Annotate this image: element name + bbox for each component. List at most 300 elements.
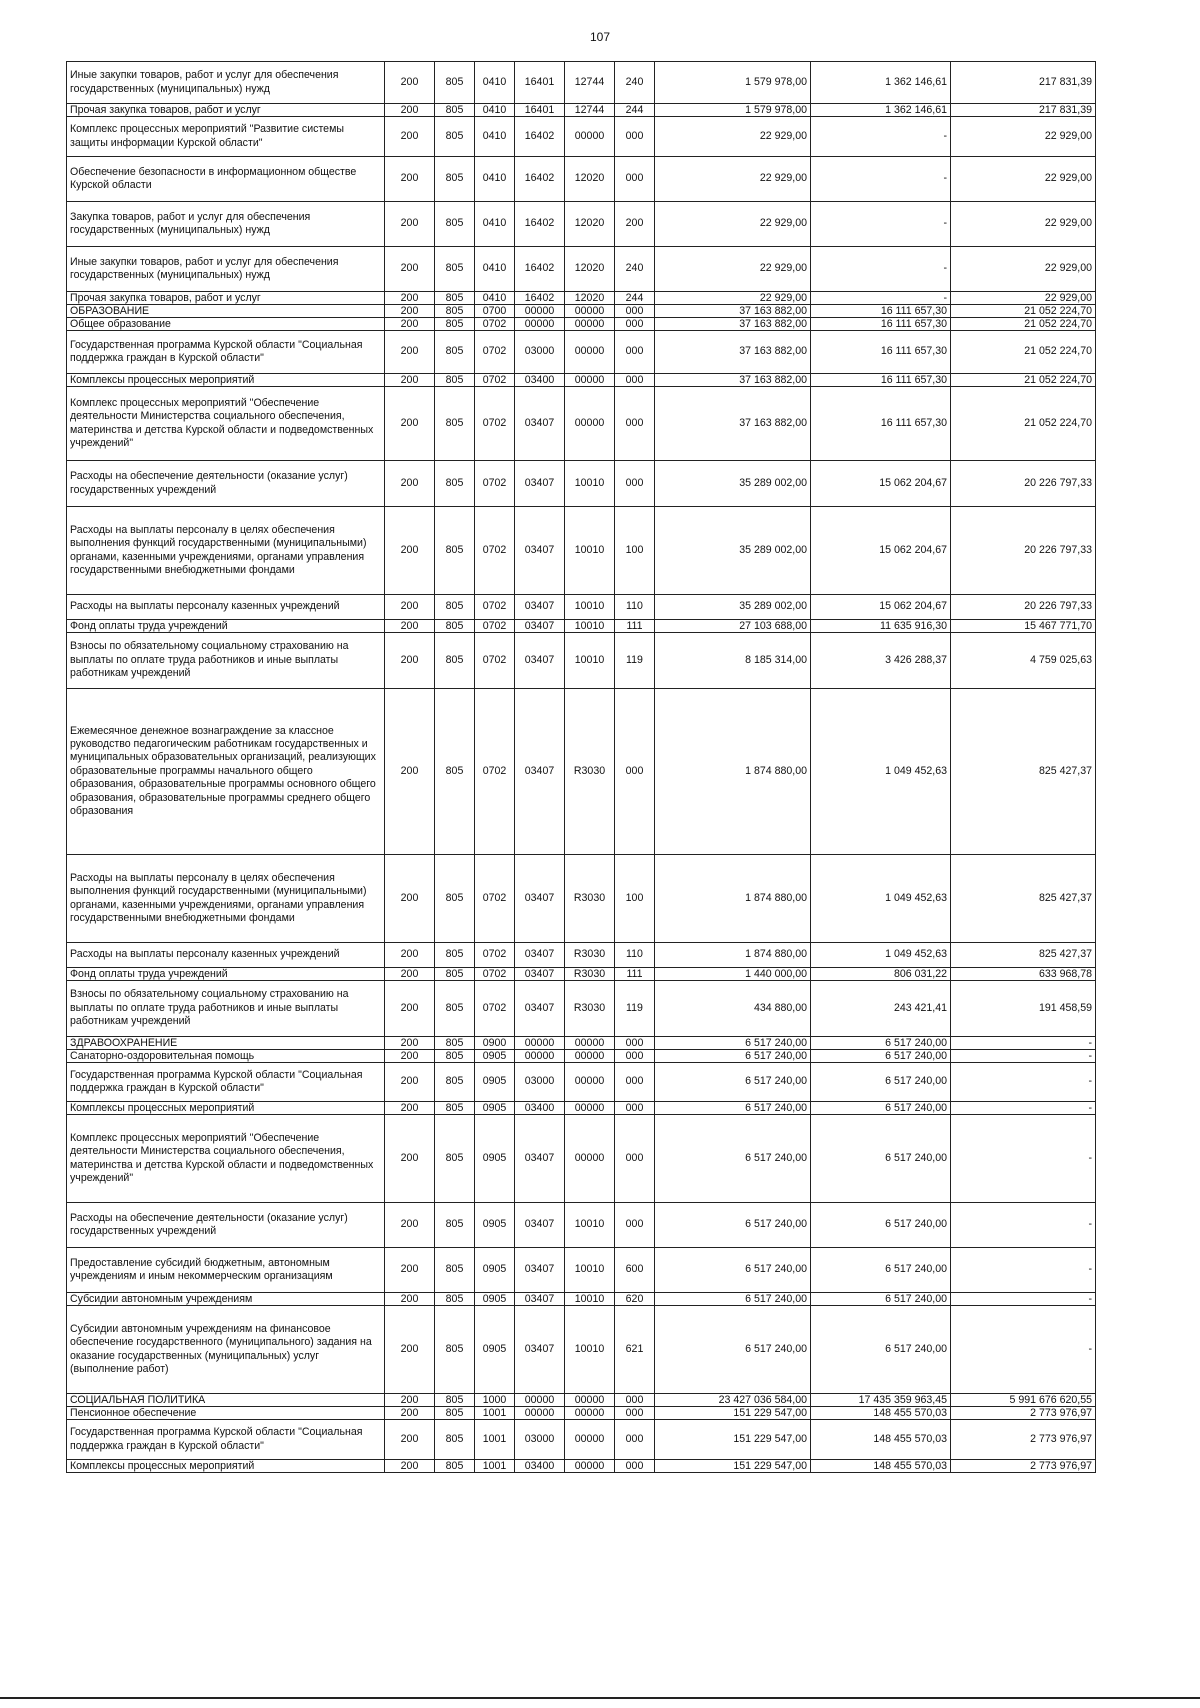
code-grbs: 805 <box>435 855 475 943</box>
code-section: 1001 <box>475 1460 515 1473</box>
table-row <box>67 461 1096 507</box>
value-remaining: - <box>951 1063 1096 1102</box>
code-item: R3030 <box>565 855 615 943</box>
code-grbs: 805 <box>435 1407 475 1420</box>
value-executed: 16 111 657,30 <box>811 305 951 318</box>
code-type: 620 <box>615 1293 655 1306</box>
value-remaining: 825 427,37 <box>951 689 1096 855</box>
code-item: 12744 <box>565 104 615 117</box>
code-grbs: 805 <box>435 387 475 461</box>
code-admin: 200 <box>385 117 435 157</box>
code-type: 119 <box>615 633 655 689</box>
code-target: 03400 <box>515 374 565 387</box>
code-admin: 200 <box>385 157 435 202</box>
code-type: 111 <box>615 968 655 981</box>
code-section: 0702 <box>475 595 515 620</box>
value-executed: 806 031,22 <box>811 968 951 981</box>
value-planned: 22 929,00 <box>655 202 811 247</box>
code-grbs: 805 <box>435 331 475 374</box>
code-type: 244 <box>615 104 655 117</box>
value-planned: 6 517 240,00 <box>655 1050 811 1063</box>
code-type: 000 <box>615 689 655 855</box>
page-number: 107 <box>589 30 611 44</box>
code-admin: 200 <box>385 318 435 331</box>
code-section: 1001 <box>475 1407 515 1420</box>
value-planned: 151 229 547,00 <box>655 1460 811 1473</box>
table-row <box>67 1407 1096 1420</box>
code-target: 03400 <box>515 1102 565 1115</box>
value-remaining: 5 991 676 620,55 <box>951 1394 1096 1407</box>
value-planned: 27 103 688,00 <box>655 620 811 633</box>
table-row <box>67 1037 1096 1050</box>
code-section: 1001 <box>475 1420 515 1460</box>
value-remaining: 21 052 224,70 <box>951 387 1096 461</box>
code-item: 10010 <box>565 633 615 689</box>
code-admin: 200 <box>385 620 435 633</box>
code-admin: 200 <box>385 305 435 318</box>
row-name: Государственная программа Курской области "Социальная поддержка граждан в Курской области" <box>67 331 385 374</box>
value-remaining: 21 052 224,70 <box>951 331 1096 374</box>
code-section: 0905 <box>475 1115 515 1203</box>
row-name: СОЦИАЛЬНАЯ ПОЛИТИКА <box>67 1394 385 1407</box>
table-row <box>67 968 1096 981</box>
table-row <box>67 157 1096 202</box>
code-item: 10010 <box>565 1203 615 1248</box>
code-type: 000 <box>615 157 655 202</box>
code-item: 10010 <box>565 620 615 633</box>
code-target: 03407 <box>515 981 565 1037</box>
code-section: 0905 <box>475 1063 515 1102</box>
code-item: 10010 <box>565 595 615 620</box>
code-item: 00000 <box>565 1115 615 1203</box>
code-grbs: 805 <box>435 202 475 247</box>
code-grbs: 805 <box>435 104 475 117</box>
table-row <box>67 318 1096 331</box>
code-target: 03407 <box>515 1115 565 1203</box>
code-admin: 200 <box>385 595 435 620</box>
code-item: R3030 <box>565 689 615 855</box>
code-grbs: 805 <box>435 620 475 633</box>
code-grbs: 805 <box>435 247 475 292</box>
value-planned: 22 929,00 <box>655 292 811 305</box>
code-type: 000 <box>615 318 655 331</box>
table-row <box>67 202 1096 247</box>
code-admin: 200 <box>385 507 435 595</box>
code-admin: 200 <box>385 1248 435 1293</box>
value-executed: 6 517 240,00 <box>811 1203 951 1248</box>
code-admin: 200 <box>385 387 435 461</box>
value-remaining: 633 968,78 <box>951 968 1096 981</box>
code-grbs: 805 <box>435 1050 475 1063</box>
code-item: 12020 <box>565 157 615 202</box>
code-admin: 200 <box>385 1102 435 1115</box>
value-remaining: 21 052 224,70 <box>951 374 1096 387</box>
code-admin: 200 <box>385 981 435 1037</box>
value-executed: 6 517 240,00 <box>811 1306 951 1394</box>
value-planned: 22 929,00 <box>655 117 811 157</box>
code-item: 10010 <box>565 1248 615 1293</box>
row-name: Расходы на выплаты персоналу казенных учреждений <box>67 943 385 968</box>
code-target: 03407 <box>515 507 565 595</box>
code-type: 000 <box>615 387 655 461</box>
code-section: 0905 <box>475 1050 515 1063</box>
code-type: 110 <box>615 943 655 968</box>
value-executed: 16 111 657,30 <box>811 331 951 374</box>
code-type: 100 <box>615 507 655 595</box>
code-item: 12020 <box>565 247 615 292</box>
row-name: Комплекс процессных мероприятий "Обеспечение деятельности Министерства социального обеспечения, материнства и детства Курской области и подведомственных учреждений" <box>67 387 385 461</box>
row-name: Комплекс процессных мероприятий "Развитие системы защиты информации Курской области" <box>67 117 385 157</box>
code-item: 00000 <box>565 1407 615 1420</box>
code-admin: 200 <box>385 633 435 689</box>
code-item: 00000 <box>565 331 615 374</box>
value-remaining: 825 427,37 <box>951 943 1096 968</box>
code-type: 600 <box>615 1248 655 1293</box>
value-executed: 1 362 146,61 <box>811 104 951 117</box>
code-grbs: 805 <box>435 1248 475 1293</box>
code-section: 0900 <box>475 1037 515 1050</box>
value-planned: 35 289 002,00 <box>655 595 811 620</box>
table-row <box>67 1394 1096 1407</box>
table-row <box>67 1248 1096 1293</box>
value-remaining: 4 759 025,63 <box>951 633 1096 689</box>
code-admin: 200 <box>385 1203 435 1248</box>
code-item: 10010 <box>565 507 615 595</box>
row-name: Комплексы процессных мероприятий <box>67 374 385 387</box>
table-row <box>67 1063 1096 1102</box>
row-name: Взносы по обязательному социальному страхованию на выплаты по оплате труда работников и иные выплаты работникам учреждений <box>67 981 385 1037</box>
code-target: 16401 <box>515 104 565 117</box>
code-grbs: 805 <box>435 633 475 689</box>
code-target: 03400 <box>515 1460 565 1473</box>
code-grbs: 805 <box>435 1306 475 1394</box>
value-planned: 1 874 880,00 <box>655 689 811 855</box>
table-row <box>67 1293 1096 1306</box>
value-planned: 1 579 978,00 <box>655 62 811 104</box>
budget-table <box>66 61 1096 1473</box>
code-type: 110 <box>615 595 655 620</box>
value-planned: 22 929,00 <box>655 157 811 202</box>
code-admin: 200 <box>385 1420 435 1460</box>
code-admin: 200 <box>385 62 435 104</box>
code-item: R3030 <box>565 943 615 968</box>
code-item: 10010 <box>565 1293 615 1306</box>
row-name: Расходы на выплаты персоналу казенных учреждений <box>67 595 385 620</box>
value-remaining: - <box>951 1293 1096 1306</box>
value-executed: - <box>811 247 951 292</box>
value-executed: 15 062 204,67 <box>811 507 951 595</box>
code-section: 0905 <box>475 1293 515 1306</box>
code-type: 000 <box>615 1050 655 1063</box>
value-remaining: 2 773 976,97 <box>951 1420 1096 1460</box>
table-row <box>67 305 1096 318</box>
value-executed: 6 517 240,00 <box>811 1050 951 1063</box>
code-target: 03407 <box>515 1293 565 1306</box>
code-grbs: 805 <box>435 292 475 305</box>
code-grbs: 805 <box>435 1293 475 1306</box>
code-type: 000 <box>615 1063 655 1102</box>
value-executed: 6 517 240,00 <box>811 1063 951 1102</box>
code-section: 0410 <box>475 247 515 292</box>
value-remaining: 22 929,00 <box>951 117 1096 157</box>
code-grbs: 805 <box>435 1115 475 1203</box>
value-planned: 6 517 240,00 <box>655 1102 811 1115</box>
code-section: 0905 <box>475 1248 515 1293</box>
code-admin: 200 <box>385 374 435 387</box>
code-item: 00000 <box>565 1102 615 1115</box>
value-remaining: 22 929,00 <box>951 202 1096 247</box>
code-type: 119 <box>615 981 655 1037</box>
code-item: 12020 <box>565 202 615 247</box>
value-planned: 1 440 000,00 <box>655 968 811 981</box>
code-target: 03407 <box>515 1248 565 1293</box>
table-row <box>67 1203 1096 1248</box>
value-planned: 37 163 882,00 <box>655 305 811 318</box>
value-remaining: - <box>951 1248 1096 1293</box>
code-grbs: 805 <box>435 1063 475 1102</box>
value-remaining: 21 052 224,70 <box>951 318 1096 331</box>
code-target: 16401 <box>515 62 565 104</box>
value-remaining: 20 226 797,33 <box>951 595 1096 620</box>
code-target: 03407 <box>515 689 565 855</box>
table-row <box>67 595 1096 620</box>
row-name: Расходы на обеспечение деятельности (оказание услуг) государственных учреждений <box>67 1203 385 1248</box>
code-admin: 200 <box>385 1115 435 1203</box>
code-admin: 200 <box>385 1293 435 1306</box>
code-type: 000 <box>615 1407 655 1420</box>
table-row <box>67 1115 1096 1203</box>
code-item: 00000 <box>565 374 615 387</box>
code-type: 000 <box>615 117 655 157</box>
code-item: 00000 <box>565 1063 615 1102</box>
value-executed: 6 517 240,00 <box>811 1293 951 1306</box>
code-grbs: 805 <box>435 318 475 331</box>
code-type: 000 <box>615 374 655 387</box>
code-section: 0702 <box>475 943 515 968</box>
table-row <box>67 247 1096 292</box>
code-type: 000 <box>615 1460 655 1473</box>
code-target: 03407 <box>515 943 565 968</box>
value-executed: 1 049 452,63 <box>811 689 951 855</box>
code-section: 0702 <box>475 387 515 461</box>
value-planned: 6 517 240,00 <box>655 1037 811 1050</box>
table-row <box>67 104 1096 117</box>
value-planned: 1 874 880,00 <box>655 855 811 943</box>
value-planned: 37 163 882,00 <box>655 331 811 374</box>
value-planned: 6 517 240,00 <box>655 1203 811 1248</box>
row-name: Прочая закупка товаров, работ и услуг <box>67 104 385 117</box>
value-remaining: 825 427,37 <box>951 855 1096 943</box>
code-admin: 200 <box>385 1063 435 1102</box>
value-executed: 15 062 204,67 <box>811 461 951 507</box>
table-row <box>67 981 1096 1037</box>
code-grbs: 805 <box>435 1102 475 1115</box>
code-admin: 200 <box>385 689 435 855</box>
code-section: 0410 <box>475 104 515 117</box>
value-remaining: 15 467 771,70 <box>951 620 1096 633</box>
row-name: ОБРАЗОВАНИЕ <box>67 305 385 318</box>
code-target: 00000 <box>515 1050 565 1063</box>
value-remaining: 20 226 797,33 <box>951 507 1096 595</box>
value-executed: 1 362 146,61 <box>811 62 951 104</box>
code-section: 0702 <box>475 689 515 855</box>
value-planned: 35 289 002,00 <box>655 461 811 507</box>
table-row <box>67 1102 1096 1115</box>
value-planned: 6 517 240,00 <box>655 1115 811 1203</box>
value-planned: 151 229 547,00 <box>655 1407 811 1420</box>
value-executed: - <box>811 202 951 247</box>
code-target: 03000 <box>515 331 565 374</box>
code-item: 00000 <box>565 1460 615 1473</box>
code-target: 03000 <box>515 1063 565 1102</box>
code-type: 000 <box>615 1394 655 1407</box>
value-planned: 151 229 547,00 <box>655 1420 811 1460</box>
value-executed: 148 455 570,03 <box>811 1460 951 1473</box>
code-type: 621 <box>615 1306 655 1394</box>
code-grbs: 805 <box>435 461 475 507</box>
code-item: 00000 <box>565 387 615 461</box>
value-executed: - <box>811 292 951 305</box>
value-planned: 22 929,00 <box>655 247 811 292</box>
code-grbs: 805 <box>435 1203 475 1248</box>
code-type: 000 <box>615 1203 655 1248</box>
code-grbs: 805 <box>435 62 475 104</box>
value-planned: 37 163 882,00 <box>655 374 811 387</box>
code-item: 12744 <box>565 62 615 104</box>
row-name: Комплексы процессных мероприятий <box>67 1102 385 1115</box>
table-row <box>67 374 1096 387</box>
value-remaining: 20 226 797,33 <box>951 461 1096 507</box>
value-executed: 16 111 657,30 <box>811 318 951 331</box>
value-planned: 1 874 880,00 <box>655 943 811 968</box>
value-remaining: - <box>951 1037 1096 1050</box>
row-name: Санаторно-оздоровительная помощь <box>67 1050 385 1063</box>
code-section: 0410 <box>475 117 515 157</box>
code-section: 0905 <box>475 1306 515 1394</box>
value-remaining: - <box>951 1306 1096 1394</box>
code-item: 10010 <box>565 1306 615 1394</box>
code-admin: 200 <box>385 1050 435 1063</box>
code-target: 16402 <box>515 117 565 157</box>
code-type: 000 <box>615 1420 655 1460</box>
value-remaining: 22 929,00 <box>951 247 1096 292</box>
code-admin: 200 <box>385 331 435 374</box>
code-target: 03000 <box>515 1420 565 1460</box>
table-row <box>67 62 1096 104</box>
code-section: 0702 <box>475 633 515 689</box>
table-row <box>67 633 1096 689</box>
code-target: 03407 <box>515 1306 565 1394</box>
row-name: Иные закупки товаров, работ и услуг для обеспечения государственных (муниципальных) нужд <box>67 62 385 104</box>
code-target: 00000 <box>515 318 565 331</box>
code-section: 0702 <box>475 331 515 374</box>
code-grbs: 805 <box>435 595 475 620</box>
code-type: 244 <box>615 292 655 305</box>
row-name: Субсидии автономным учреждениям на финансовое обеспечение государственного (муниципального) задания на оказание государственных (муниципальных) услуг (выполнение работ) <box>67 1306 385 1394</box>
code-section: 0905 <box>475 1102 515 1115</box>
code-admin: 200 <box>385 855 435 943</box>
value-executed: - <box>811 117 951 157</box>
table-row <box>67 689 1096 855</box>
table-row <box>67 855 1096 943</box>
code-grbs: 805 <box>435 968 475 981</box>
code-type: 000 <box>615 1037 655 1050</box>
code-target: 03407 <box>515 461 565 507</box>
value-planned: 8 185 314,00 <box>655 633 811 689</box>
code-target: 00000 <box>515 1407 565 1420</box>
code-section: 1000 <box>475 1394 515 1407</box>
value-planned: 23 427 036 584,00 <box>655 1394 811 1407</box>
table-row <box>67 292 1096 305</box>
code-target: 03407 <box>515 1203 565 1248</box>
code-target: 16402 <box>515 292 565 305</box>
value-planned: 434 880,00 <box>655 981 811 1037</box>
code-type: 240 <box>615 62 655 104</box>
code-section: 0700 <box>475 305 515 318</box>
value-remaining: - <box>951 1102 1096 1115</box>
value-executed: 6 517 240,00 <box>811 1248 951 1293</box>
code-admin: 200 <box>385 1306 435 1394</box>
row-name: Субсидии автономным учреждениям <box>67 1293 385 1306</box>
code-admin: 200 <box>385 943 435 968</box>
row-name: Фонд оплаты труда учреждений <box>67 620 385 633</box>
value-remaining: 2 773 976,97 <box>951 1407 1096 1420</box>
row-name: Пенсионное обеспечение <box>67 1407 385 1420</box>
value-planned: 6 517 240,00 <box>655 1248 811 1293</box>
code-target: 00000 <box>515 305 565 318</box>
code-admin: 200 <box>385 202 435 247</box>
code-type: 000 <box>615 1115 655 1203</box>
value-remaining: - <box>951 1115 1096 1203</box>
value-remaining: 22 929,00 <box>951 292 1096 305</box>
value-executed: - <box>811 157 951 202</box>
code-grbs: 805 <box>435 305 475 318</box>
code-target: 03407 <box>515 855 565 943</box>
code-item: 00000 <box>565 1420 615 1460</box>
value-remaining: 22 929,00 <box>951 157 1096 202</box>
code-section: 0702 <box>475 507 515 595</box>
value-remaining: - <box>951 1050 1096 1063</box>
code-target: 16402 <box>515 247 565 292</box>
code-type: 000 <box>615 305 655 318</box>
row-name: Взносы по обязательному социальному страхованию на выплаты по оплате труда работников и иные выплаты работникам учреждений <box>67 633 385 689</box>
code-section: 0410 <box>475 62 515 104</box>
table-row <box>67 331 1096 374</box>
value-planned: 6 517 240,00 <box>655 1293 811 1306</box>
row-name: Ежемесячное денежное вознаграждение за классное руководство педагогическим работникам государственных и муниципальных образовательных организаций, реализующих образовательные программы начального общего образования, образовательные программы основного общего образования, образовательные программы среднего общего образования <box>67 689 385 855</box>
value-executed: 11 635 916,30 <box>811 620 951 633</box>
row-name: Иные закупки товаров, работ и услуг для обеспечения государственных (муниципальных) нужд <box>67 247 385 292</box>
row-name: Предоставление субсидий бюджетным, автономным учреждениям и иным некоммерческим организациям <box>67 1248 385 1293</box>
row-name: Фонд оплаты труда учреждений <box>67 968 385 981</box>
value-executed: 15 062 204,67 <box>811 595 951 620</box>
row-name: Обеспечение безопасности в информационном обществе Курской области <box>67 157 385 202</box>
table-row <box>67 1050 1096 1063</box>
value-executed: 16 111 657,30 <box>811 387 951 461</box>
value-remaining: 21 052 224,70 <box>951 305 1096 318</box>
code-item: 00000 <box>565 1050 615 1063</box>
value-remaining: 191 458,59 <box>951 981 1096 1037</box>
code-type: 240 <box>615 247 655 292</box>
code-type: 200 <box>615 202 655 247</box>
table-row <box>67 1306 1096 1394</box>
code-grbs: 805 <box>435 943 475 968</box>
code-section: 0702 <box>475 318 515 331</box>
value-planned: 6 517 240,00 <box>655 1063 811 1102</box>
code-section: 0702 <box>475 981 515 1037</box>
page-bottom-rule <box>0 1697 1200 1699</box>
code-admin: 200 <box>385 1460 435 1473</box>
